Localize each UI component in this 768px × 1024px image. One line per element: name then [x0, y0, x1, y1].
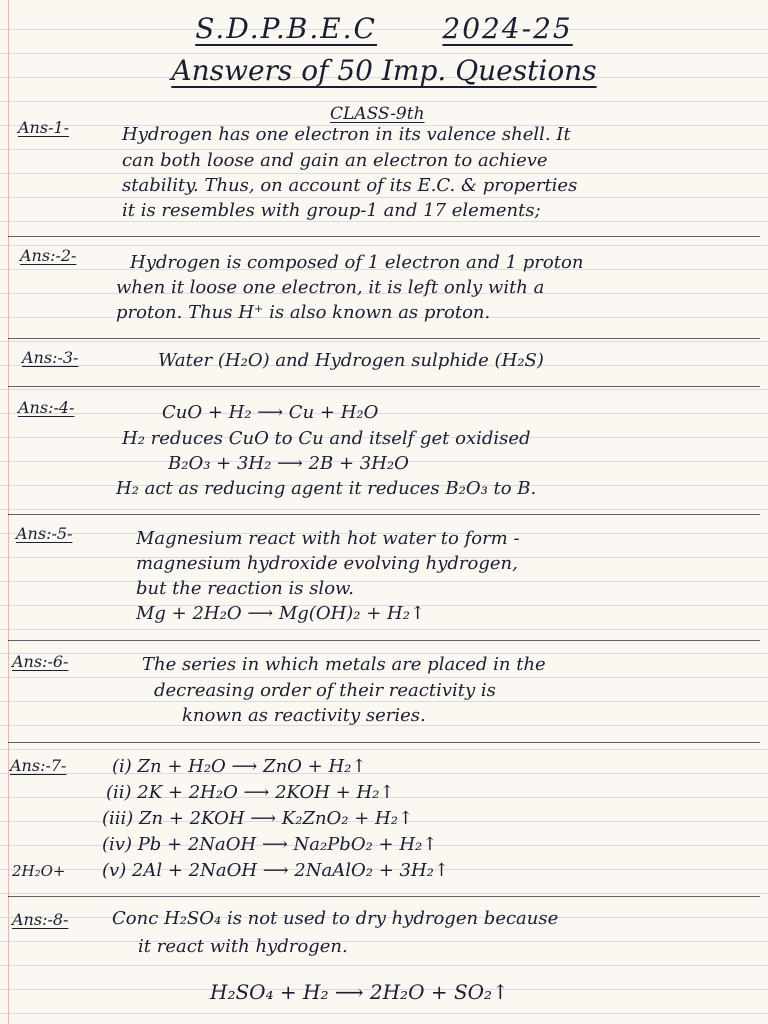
session-year: 2024-25 [442, 12, 573, 45]
section-divider [8, 896, 760, 897]
answer-text-line: known as reactivity series. [182, 705, 426, 726]
answer-label: Ans:-2- [20, 246, 77, 265]
answer-text-line: proton. Thus H⁺ is also known as proton. [116, 302, 491, 323]
answer-text-line: The series in which metals are placed in the [142, 654, 546, 675]
reaction-equation: (ii) 2K + 2H₂O ⟶ 2KOH + H₂↑ [106, 782, 395, 803]
answer-text-line: but the reaction is slow. [136, 578, 355, 599]
reaction-equation: CuO + H₂ ⟶ Cu + H₂O [162, 402, 379, 423]
answer-label: Ans-1- [18, 118, 70, 137]
answer-text-line: H₂ act as reducing agent it reduces B₂O₃ to B. [116, 478, 537, 499]
answer-label: Ans:-4- [18, 398, 75, 417]
section-divider [8, 514, 760, 515]
answer-label: Ans:-8- [12, 910, 69, 929]
answer-text-line: magnesium hydroxide evolving hydrogen, [136, 553, 518, 574]
answer-text-line: decreasing order of their reactivity is [154, 680, 496, 701]
section-divider [8, 386, 760, 387]
side-note: 2H₂O+ [12, 862, 66, 880]
answer-text-line: stability. Thus, on account of its E.C. & properties [122, 175, 578, 196]
margin-line [8, 0, 9, 1024]
answer-text-line: it is resembles with group-1 and 17 elements; [122, 200, 541, 221]
answer-text-line: when it loose one electron, it is left only with a [116, 277, 545, 298]
reaction-equation: (i) Zn + H₂O ⟶ ZnO + H₂↑ [112, 756, 367, 777]
section-divider [8, 236, 760, 237]
answer-text-line: can both loose and gain an electron to achieve [122, 150, 548, 171]
reaction-equation: Mg + 2H₂O ⟶ Mg(OH)₂ + H₂↑ [136, 603, 426, 624]
reaction-equation: (v) 2Al + 2NaOH ⟶ 2NaAlO₂ + 3H₂↑ [102, 860, 449, 881]
page-title: Answers of 50 Imp. Questions [171, 54, 597, 87]
answer-label: Ans:-7- [10, 756, 67, 775]
school-name: S.D.P.B.E.C [195, 12, 377, 45]
section-divider [8, 338, 760, 339]
reaction-equation: H₂SO₄ + H₂ ⟶ 2H₂O + SO₂↑ [210, 980, 509, 1004]
reaction-equation: B₂O₃ + 3H₂ ⟶ 2B + 3H₂O [168, 453, 409, 474]
answer-text-line: Magnesium react with hot water to form - [136, 528, 520, 549]
answer-label: Ans:-6- [12, 652, 69, 671]
answer-text-line: H₂ reduces CuO to Cu and itself get oxidised [122, 428, 531, 449]
answer-label: Ans:-3- [22, 348, 79, 367]
section-divider [8, 640, 760, 641]
answer-text-line: it react with hydrogen. [138, 936, 348, 957]
answer-label: Ans:-5- [16, 524, 73, 543]
class-label: CLASS-9th [330, 104, 425, 124]
reaction-equation: (iv) Pb + 2NaOH ⟶ Na₂PbO₂ + H₂↑ [102, 834, 438, 855]
answer-text-line: Hydrogen has one electron in its valence shell. It [122, 124, 571, 145]
page-header [0, 12, 768, 45]
section-divider [8, 742, 760, 743]
answer-text-line: Hydrogen is composed of 1 electron and 1 proton [130, 252, 584, 273]
reaction-equation: (iii) Zn + 2KOH ⟶ K₂ZnO₂ + H₂↑ [102, 808, 414, 829]
answer-text-line: Water (H₂O) and Hydrogen sulphide (H₂S) [158, 350, 544, 371]
answer-text-line: Conc H₂SO₄ is not used to dry hydrogen because [112, 908, 559, 929]
page-title-row [0, 54, 768, 87]
